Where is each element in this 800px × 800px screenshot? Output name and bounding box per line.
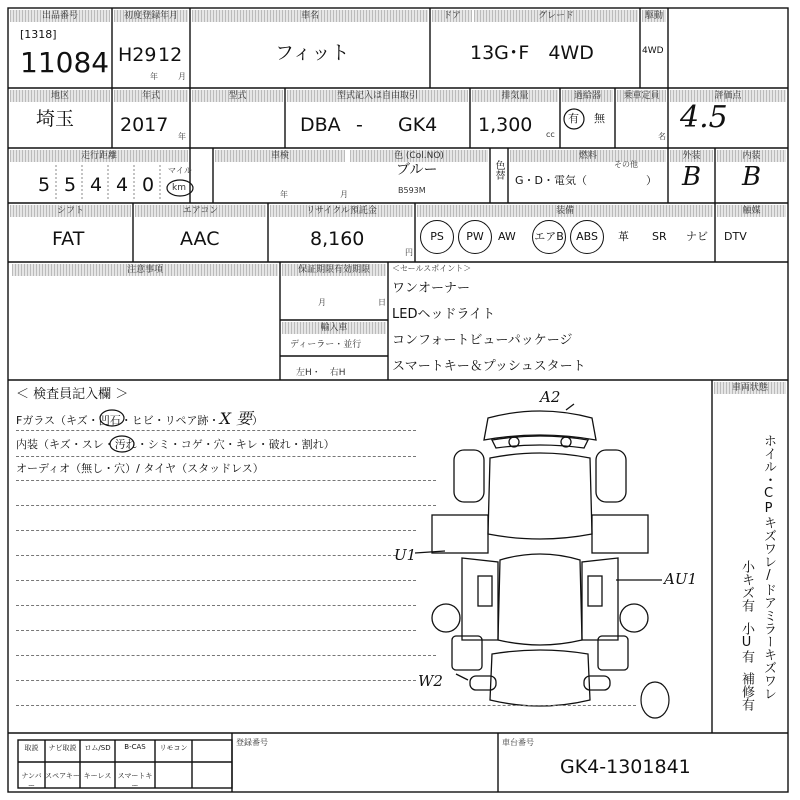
- first-reg-year: H29: [118, 44, 157, 66]
- footer-rom-sd: ロム/SD: [84, 744, 111, 752]
- label-catalyst: 触媒: [717, 205, 786, 217]
- km-unit: km: [172, 183, 186, 193]
- footer-bcas: B-CAS: [124, 743, 146, 751]
- fuel-other-label: その他: [614, 160, 638, 169]
- sales-point-3: コンフォートビューパッケージ: [392, 333, 573, 348]
- label-displacement: 排気量: [472, 90, 558, 102]
- divider: [16, 430, 416, 431]
- label-area: 地区: [10, 90, 110, 102]
- inspector-title: ＜ 検査員記入欄 ＞: [16, 387, 129, 402]
- label-mileage: 走行距離: [10, 150, 188, 162]
- equip-aw: AW: [498, 230, 516, 243]
- equip-dtv: DTV: [724, 230, 747, 243]
- footer-remote: リモコン: [159, 744, 188, 752]
- mileage-digit-1: 5: [38, 174, 51, 196]
- divider: [16, 456, 416, 457]
- color-change: 色替: [493, 160, 504, 180]
- sales-point-2: LEDヘッドライト: [392, 307, 496, 322]
- transmission: FAT: [52, 228, 85, 250]
- color-code: B593M: [398, 186, 426, 195]
- first-reg-month: 12: [158, 44, 183, 66]
- label-drive: 駆動: [642, 10, 666, 22]
- model-code-prefix: DBA: [300, 114, 341, 136]
- label-model-type: 型式: [192, 90, 283, 102]
- equip-airbag: エアB: [532, 220, 566, 254]
- footer-navi-manual: ナビ取説: [48, 744, 77, 752]
- label-turbo: 過給器: [562, 90, 613, 102]
- aircon-type: AAC: [180, 228, 220, 250]
- month-suffix: 月: [178, 72, 186, 81]
- grade-value: 13G･F 4WD: [470, 42, 594, 64]
- label-fuel: 燃料: [510, 150, 666, 162]
- warranty-month: 月: [318, 298, 326, 307]
- mark-au1: AU1: [664, 570, 698, 588]
- divider: [16, 505, 436, 506]
- fuel-close: ）: [646, 174, 657, 187]
- right-note-3: 小U有: [739, 622, 754, 663]
- divider: [16, 530, 416, 531]
- mileage-digit-5: 0: [142, 174, 155, 196]
- sales-point-1: ワンオーナー: [392, 281, 471, 296]
- displacement: 1,300: [478, 114, 533, 136]
- model-name: フィット: [275, 42, 350, 64]
- label-recycle: リサイクル預託金: [270, 205, 413, 217]
- divider: [16, 655, 436, 656]
- sales-points-label: ＜セールスポイント＞: [392, 264, 472, 273]
- label-notes: 注意事項: [12, 264, 278, 276]
- model-code-dash: -: [356, 114, 363, 136]
- mark-w2: W2: [418, 672, 443, 690]
- divider: [16, 630, 416, 631]
- label-warranty: 保証期限有効期限: [282, 264, 386, 276]
- car-diagram: [415, 404, 662, 706]
- mileage-digit-2: 5: [64, 174, 77, 196]
- right-note-2: 小キズ有: [739, 560, 754, 612]
- label-color-no: 色 (Col.NO): [350, 150, 488, 162]
- exterior-grade: B: [682, 162, 702, 192]
- model-code: GK4: [398, 114, 438, 136]
- label-grade: グレード: [474, 10, 638, 22]
- fuel-options: G・D・電気（: [515, 174, 587, 187]
- divider: [16, 705, 636, 706]
- divider: [16, 605, 416, 606]
- label-reg-number: 登録番号: [236, 738, 268, 747]
- divider: [16, 680, 416, 681]
- footer-spare-key: スペアキー: [45, 772, 80, 780]
- equip-pw: PW: [458, 220, 492, 254]
- right-note-1: ホイル・CPキズワレ/ドアミラーキズワレ: [761, 434, 776, 700]
- yen-unit: 円: [405, 248, 413, 257]
- turbo-no: 無: [594, 112, 605, 125]
- sales-point-4: スマートキー＆プッシュスタート: [392, 359, 586, 374]
- mark-a2: A2: [540, 388, 561, 406]
- label-interior: 内装: [717, 150, 786, 162]
- inspector-line-3: オーディオ（無し・穴）/ タイヤ（スタッドレス）: [16, 462, 264, 475]
- divider: [16, 555, 396, 556]
- divider: [16, 480, 436, 481]
- drive-value: 4WD: [642, 46, 664, 56]
- label-car-name: 車名: [192, 10, 428, 22]
- color-name: ブルー: [396, 162, 438, 178]
- footer-smart-key: スマートキー: [117, 772, 153, 790]
- inspection-month: 月: [340, 190, 348, 199]
- equip-leather: 革: [618, 230, 629, 243]
- label-capacity: 乗車定員: [617, 90, 666, 102]
- footer-plate: ナンバー: [21, 772, 42, 790]
- lot-number: 11084: [20, 46, 110, 79]
- label-score: 評価点: [670, 90, 786, 102]
- capacity-suffix: 名: [658, 132, 666, 141]
- recycle-fee: 8,160: [310, 228, 365, 250]
- label-shift: シフト: [10, 205, 131, 217]
- cc-unit: cc: [546, 130, 555, 139]
- mile-unit: マイル: [168, 166, 192, 175]
- label-import: 輸入車: [282, 322, 386, 334]
- chassis-number: GK4-1301841: [560, 756, 691, 778]
- label-first-reg: 初度登録年月: [114, 10, 188, 22]
- footer-manual: 取説: [24, 744, 39, 752]
- label-aircon: エアコン: [135, 205, 266, 217]
- label-exterior: 外装: [670, 150, 713, 162]
- score-value: 4.5: [680, 100, 728, 135]
- label-equipment: 装備: [417, 205, 713, 217]
- label-auction-no: 出品番号: [10, 10, 110, 22]
- mileage-digit-3: 4: [90, 174, 103, 196]
- lot-bracket: [1318]: [20, 28, 57, 41]
- label-model-year: 年式: [114, 90, 188, 102]
- equip-abs: ABS: [570, 220, 604, 254]
- turbo-yes: 有: [568, 112, 579, 125]
- handle-side: 左H・ 右H: [296, 368, 346, 378]
- label-inspection: 車検: [215, 150, 345, 162]
- inspector-line-2: 内装（キズ・スレ・汚れ・シミ・コゲ・穴・キレ・破れ・割れ）: [16, 438, 335, 451]
- divider: [16, 580, 416, 581]
- inspector-line-1: Fガラス（キズ・凹石・ヒビ・リペア跡・X 要）: [16, 409, 264, 428]
- warranty-day: 日: [378, 298, 386, 307]
- footer-keyless: キーレス: [83, 772, 112, 780]
- dealer-parallel: ディーラー・並行: [290, 340, 362, 350]
- label-doors: ドア: [432, 10, 472, 22]
- model-year-suffix: 年: [178, 132, 186, 141]
- year-suffix: 年: [150, 72, 158, 81]
- label-chassis: 車台番号: [502, 738, 534, 747]
- label-diagram: 車両状態: [714, 382, 786, 394]
- equip-ps: PS: [420, 220, 454, 254]
- mark-u1: U1: [394, 546, 417, 564]
- right-note-4: 補修有: [739, 672, 754, 711]
- equip-navi: ナビ: [686, 230, 708, 243]
- model-year: 2017: [120, 114, 169, 136]
- mileage-digit-4: 4: [116, 174, 129, 196]
- region: 埼玉: [36, 108, 75, 130]
- interior-grade: B: [742, 162, 762, 192]
- inspection-year: 年: [280, 190, 288, 199]
- label-type-note: 型式記入は自由取引: [287, 90, 468, 102]
- equip-sunroof: SR: [652, 230, 667, 243]
